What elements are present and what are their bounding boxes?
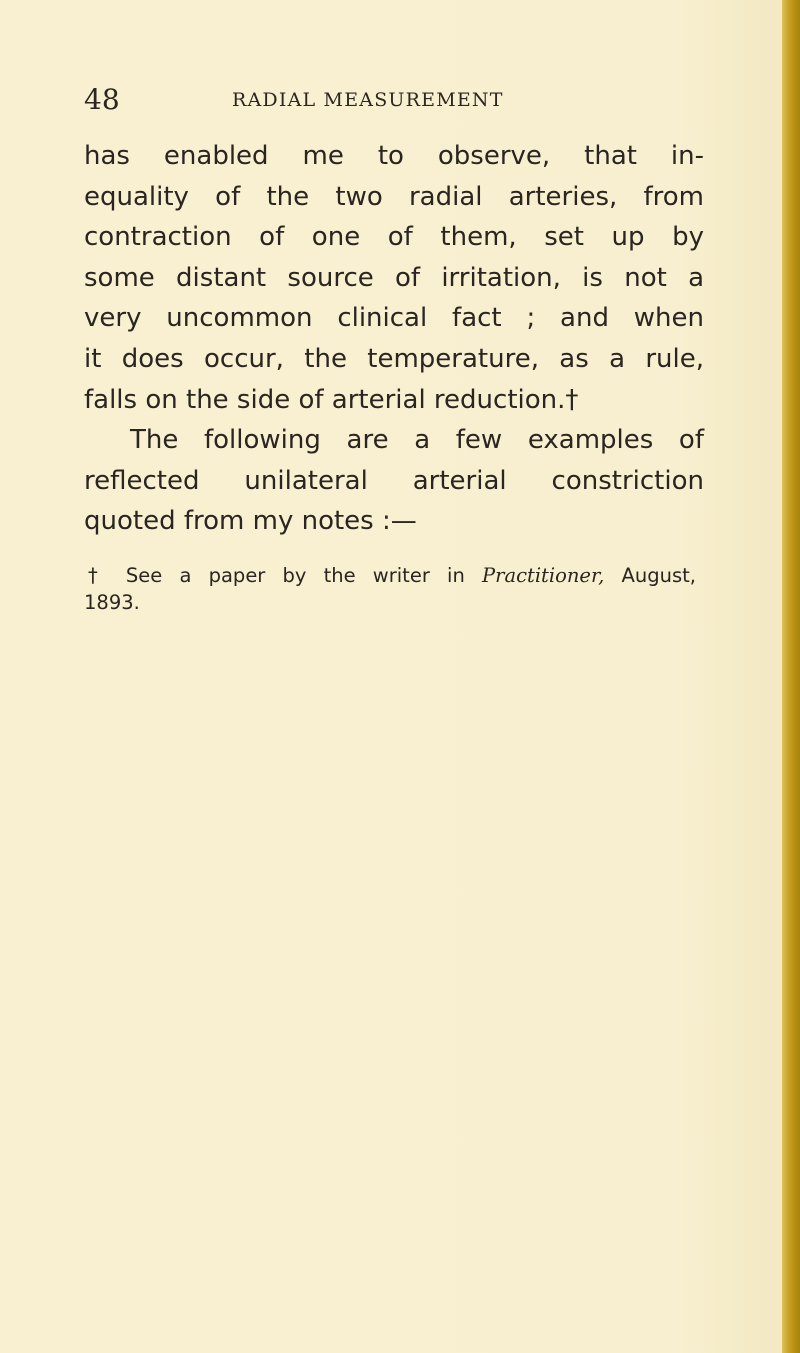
footnote-line <box>84 562 696 589</box>
footnote-source-title: Practitioner, <box>482 564 605 587</box>
running-head: RADIAL MEASUREMENT <box>232 89 504 111</box>
page-header <box>84 84 684 124</box>
text-line: it does occur, the temperature, as a rule, <box>84 343 704 374</box>
footnote-marker: † <box>88 564 109 587</box>
text-line: contraction of one of them, set up by <box>84 222 704 253</box>
page-number: 48 <box>84 83 120 116</box>
gilded-page-edge <box>782 0 800 1353</box>
footnote-text: See a paper by the writer in <box>125 564 465 587</box>
text-line: reflected unilateral arterial constriction <box>84 465 704 496</box>
body-text <box>84 136 704 542</box>
footnote <box>84 562 696 616</box>
text-line: quoted from my notes :— <box>84 506 417 537</box>
text-line: some distant source of irritation, is not a <box>84 262 704 293</box>
text-line: equality of the two radial arteries, from <box>84 181 704 212</box>
footnote-year: 1893. <box>84 591 140 614</box>
footnote-date: August, <box>621 564 696 587</box>
text-line: very uncommon clinical fact ; and when <box>84 303 704 334</box>
text-line: has enabled me to observe, that in- <box>84 141 704 171</box>
text-line: The following are a few examples of <box>130 425 704 456</box>
text-line: falls on the side of arterial reduction.† <box>84 384 579 415</box>
